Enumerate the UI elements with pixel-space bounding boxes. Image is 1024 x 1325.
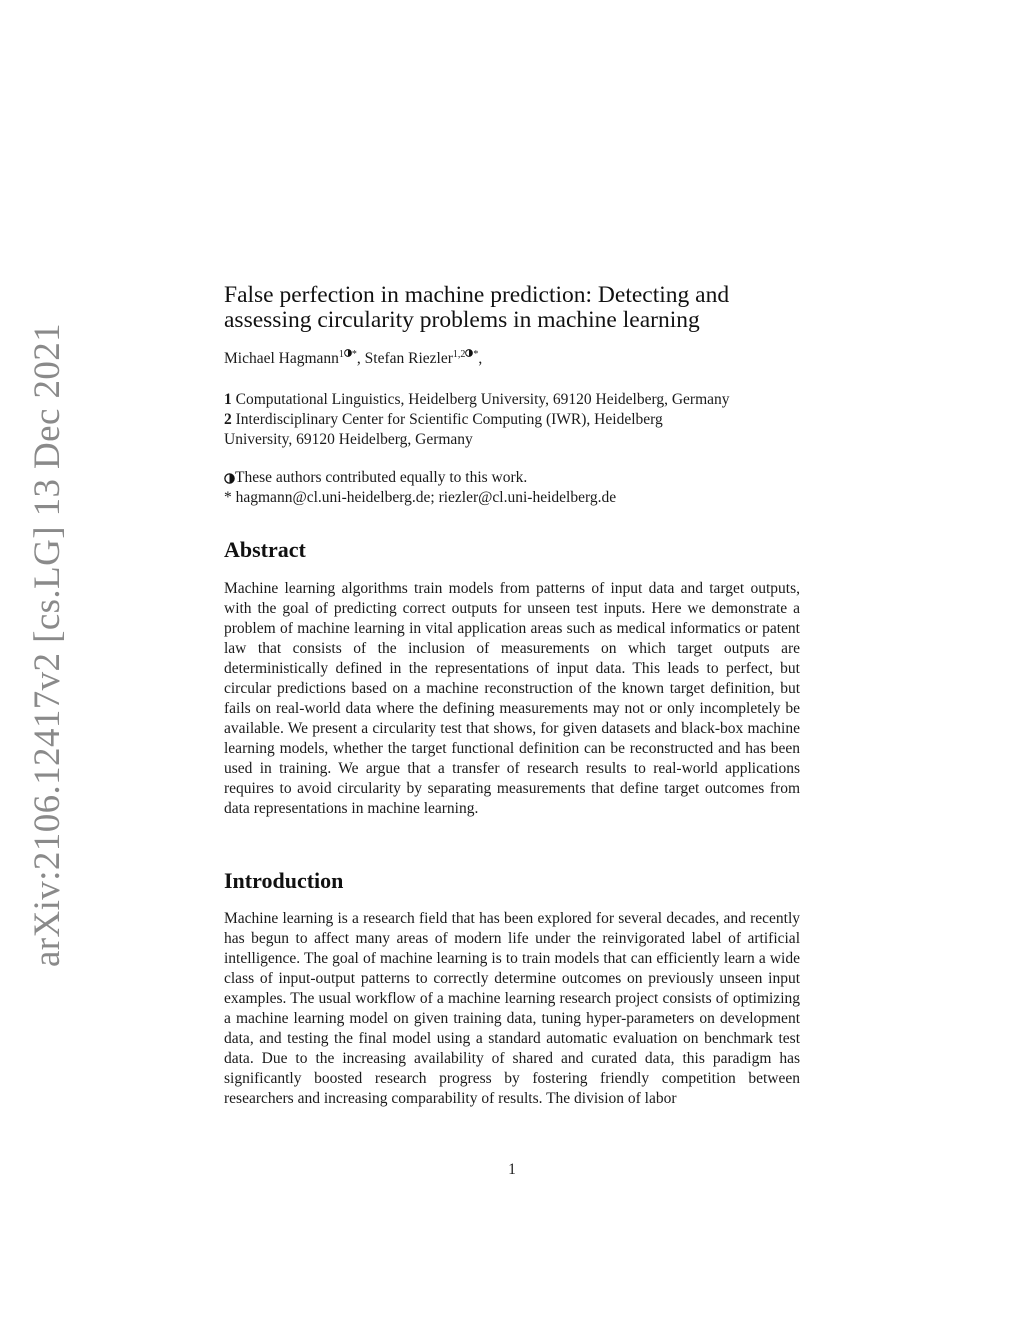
star-mark: * (224, 489, 232, 506)
affiliation-2-continued: University, 69120 Heidelberg, Germany (224, 431, 473, 448)
title-line-2: assessing circularity problems in machine learning (224, 307, 700, 333)
author-name: Stefan Riezler (364, 350, 453, 368)
author-trailing-comma: , (478, 350, 483, 368)
author-affiliation-mark: 1 * (338, 349, 357, 360)
title-line-1: False perfection in machine prediction: Detecting and (224, 282, 730, 308)
equal-contribution-icon (344, 349, 352, 357)
equal-contribution-note: These authors contributed equally to this work. (224, 468, 800, 488)
author-notes (224, 468, 800, 508)
author-affiliation-mark: 1,2 * (452, 349, 479, 360)
abstract-text: Machine learning algorithms train models from patterns of input data and target outputs, with the goal of predicting correct outputs for unseen test inputs. Here we demonstrate a problem of machine learning in vital application areas such as medical informatics or patent law that consists of the inclusion of measurements on which target outputs are deterministically defined in the representations of input data. This leads to perfect, but circular predictions based on a machine reconstruction of the known target definition, but fails on real-world data where the defining measurements may not or only incompletely be available. We present a circularity test that shows, for given datasets and black-box machine learning models, whether the target functional definition can be reconstructed and has been used in training. We argue that a transfer of research results to real-world applications requires to avoid circularity by separating measurements that define target outcomes from data representations in machine learning. (224, 580, 800, 817)
author-name: Michael Hagmann (224, 350, 339, 368)
email-addresses[interactable]: hagmann@cl.uni-heidelberg.de; riezler@cl.uni-heidelberg.de (231, 489, 617, 506)
introduction-heading: Introduction (224, 868, 344, 893)
author-separator: , (356, 350, 365, 368)
author-list (224, 349, 800, 369)
affiliation-1 (224, 390, 800, 410)
affiliation-2 (224, 410, 800, 430)
paper-title (224, 283, 800, 333)
affiliation-text: Interdisciplinary Center for Scientific Computing (IWR), Heidelberg (231, 411, 663, 428)
abstract-heading: Abstract (224, 537, 306, 562)
page-number: 1 (508, 1161, 516, 1178)
affiliations (224, 390, 800, 450)
equal-contribution-icon (224, 473, 235, 484)
email-note (224, 488, 800, 508)
affiliation-number: 1 (224, 391, 232, 408)
arxiv-identifier: arXiv:2106.12417v2 [cs.LG] 13 Dec 2021 (26, 322, 68, 968)
introduction-text: Machine learning is a research field that has been explored for several decades, and recently has begun to affect many areas of modern life under the reinvigorated label of artificial intelligence. The goal of machine learning is to train models that can efficiently learn a wide class of input-output patterns to correctly determine outcomes on previously unseen input examples. The usual workflow of a machine learning research project consists of optimizing a machine learning model on given training data, tuning hyper-parameters on development data, and testing the final model using a standard automatic evaluation on benchmark test data. Due to the increasing availability of shared and curated data, this paradigm has significantly boosted research progress by fostering friendly competition between researchers and increasing comparability of results. The division of labor (224, 910, 800, 1107)
affiliation-number: 2 (224, 411, 232, 428)
affiliation-text: Computational Linguistics, Heidelberg University, 69120 Heidelberg, Germany (231, 391, 730, 408)
